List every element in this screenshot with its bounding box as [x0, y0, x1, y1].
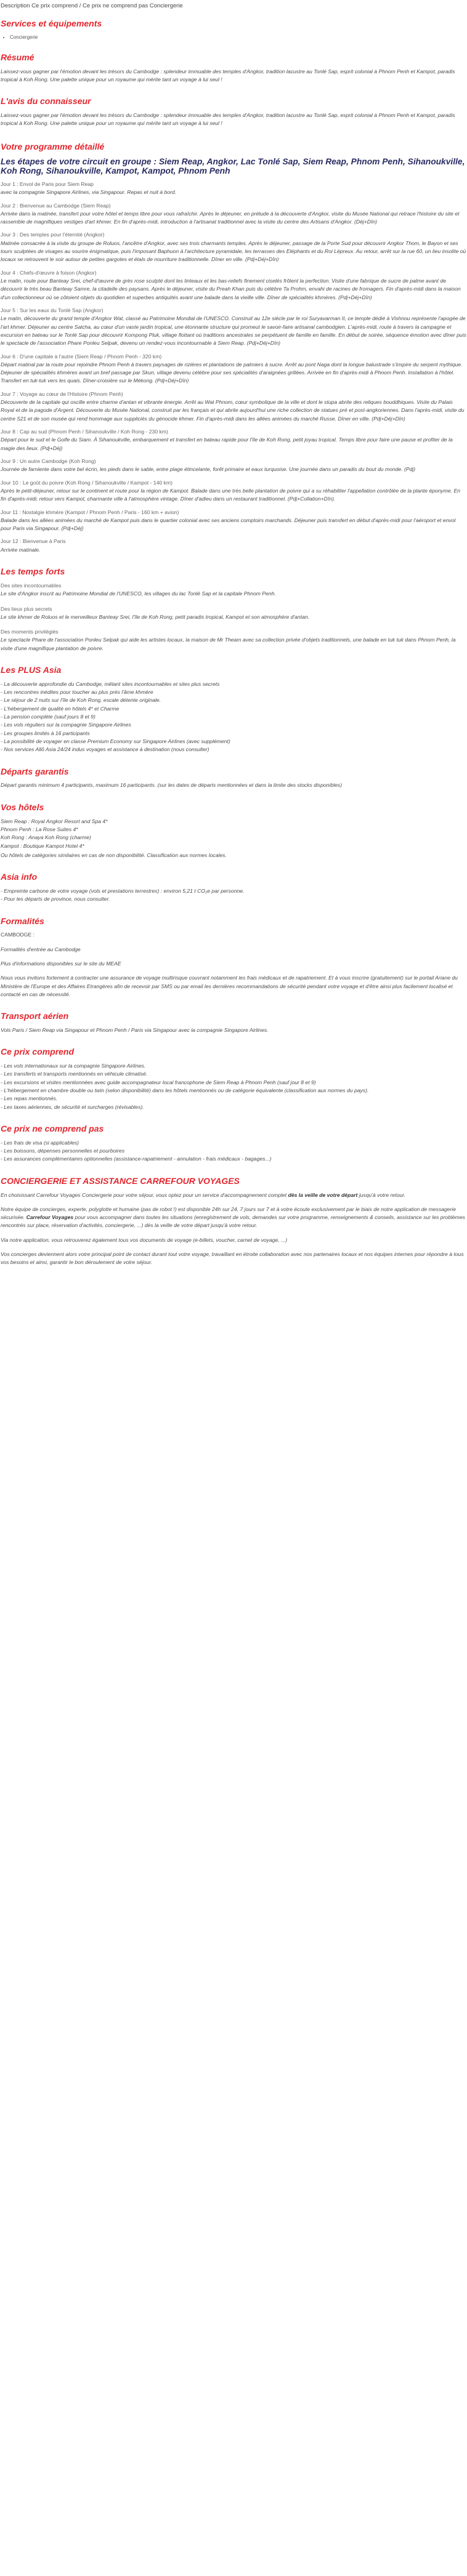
- temps-forts-block: [1, 605, 466, 622]
- plus-asia-item: - Les vols réguliers sur la compagnie Singapore Airlines: [1, 722, 131, 728]
- day-text: Découverte de la capitale qui oscille entre charme d'antan et vibrante énergie. Arrêt au Wat Phnom, cœur symbolique de la ville et dont le stupa abrite des reliques bouddhiques. Visite du Palais Royal et de la pagode d'Argent. Découverte du Musée National, construit par les français et qui abrite aujourd'hui une riche collection de statues pré et post-angkoriennes. Dans l'après-midi, visite du centre S21 et de son musée qui rend hommage aux suppliciés du génocide khmer. Fin d'après-midi dans les allées animées du marché Russe. Dîner en ville. (Pdj+Déj+Dîn): [1, 399, 465, 422]
- day-title: Jour 6 : D'une capitale à l'autre (Siem Reap / Phnom Penh - 320 km): [1, 353, 162, 360]
- formalites-label: CAMBODGE :: [1, 932, 35, 938]
- comprend-title: Ce prix comprend: [1, 1047, 75, 1057]
- plus-asia-item: - Nos services Allô Asia 24/24 indus voyages et assistance à destination (nous consulter): [1, 746, 209, 753]
- day-item: [1, 180, 466, 197]
- day-text: Arrivée matinale.: [1, 546, 41, 553]
- services-item: • Conciergerie: [10, 34, 466, 41]
- temps-forts-heading: Des lieux plus secrets: [1, 605, 52, 612]
- conciergerie-p1b: dès la veille de votre départ: [288, 1191, 358, 1198]
- plus-asia-list: [1, 680, 466, 754]
- plus-asia-item: - La découverte approfondie du Cambodge, mêlant sites incontournables et sites plus secrets: [1, 680, 220, 687]
- conciergerie-p2: [1, 1205, 466, 1230]
- plus-asia-item: - Les groupes limités à 16 participants: [1, 730, 90, 736]
- conciergerie-p1: [1, 1191, 466, 1199]
- day-item: [1, 457, 466, 474]
- asia-info-item: - Empreinte carbone de votre voyage (vols et prestations terrestres) : environ 5,21 t CO₂e par personne.: [1, 887, 245, 894]
- comprend-item: - Les excursions et visites mentionnées avec guide accompagnateur local francophone de Siem Reap à Phnom Penh (sauf jour 8 et 9): [1, 1079, 316, 1085]
- comprend-item: - Les transferts et transports mentionnés en véhicule climatisé.: [1, 1071, 148, 1077]
- conciergerie-p1c: jusqu'à votre retour.: [357, 1191, 406, 1198]
- temps-forts-heading: Des sites incontournables: [1, 582, 62, 589]
- tab-header: Description Ce prix comprend / Ce prix ne comprend pas Conciergerie: [1, 2, 183, 9]
- day-title: Jour 5 : Sur les eaux du Tonlé Sap (Angkor): [1, 307, 104, 313]
- plus-asia-item: - La possibilité de voyager en classe Premium Economy sur Singapore Airlines (avec supplément): [1, 738, 230, 745]
- day-item: [1, 202, 466, 227]
- transport-text: Vols Paris / Siem Reap via Singapour et Phnom Penh / Paris via Singapour avec la compagnie Singapore Airlines.: [1, 1027, 269, 1034]
- day-text: Arrivée dans la matinée, transfert pour votre hôtel et temps libre pour vous rafraîchir. Après le déjeuner, en prélude à la découverte d'Angkor, visite du Musée National qui retrace l'histoire du site et rassemble de magnifiques vestiges d'art khmer. En fin d'après-midi, introduction à l'artisanat traditionnel avec la visite du centre des Artisans d'Angkor. (Déj+Dîn): [1, 210, 460, 225]
- day-title: Jour 7 : Voyage au cœur de l'Histoire (Phnom Penh): [1, 390, 123, 397]
- formalites-link-meae[interactable]: Plus d'informations disponibles sur le site du MEAE: [1, 960, 121, 967]
- formalites-title: Formalités: [1, 916, 44, 926]
- ne-comprend-list: [1, 1139, 466, 1164]
- avis-title: L'avis du connaisseur: [1, 96, 91, 107]
- day-item: [1, 353, 466, 385]
- day-text: Matinée consacrée à la visite du groupe de Roluos, l'ancêtre d'Angkor, avec ses trois charmants temples. Après le déjeuner, passage de la Porte Sud pour découvrir Angkor Thom, le Bayon et ses tours sculptées de visages au sourire énigmatique, puis l'imposant Baphuon à l'architecture pyramidale, les terrasses des Eléphants et du Roi Lépreux. Au retour, arrêt sur la rue 60, un lieu insolite où locaux se retrouvent le soir autour de petites gargotes et étals de nourriture traditionnelle. Dîner en ville. (Pdj+Déj+Dîn): [1, 239, 466, 263]
- hotels-note: Ou hôtels de catégories similaires en cas de non disponibilité. Classification aux normes locales.: [1, 851, 227, 858]
- plus-asia-item: - Les rencontres inédites pour toucher au plus près l'âme khmère: [1, 689, 153, 696]
- day-title: Jour 10 : Le goût du poivre (Koh Rong / Sihanoukville / Kampot - 140 km): [1, 479, 173, 486]
- day-title: Jour 12 : Bienvenue à Paris: [1, 538, 66, 545]
- conciergerie-p2a: Notre équipe de concierges, experte, polyglotte et humaine (pas de robot !) est disponible 24h sur 24, 7 jours sur 7 et à votre écoute exclusivement par le biais de notre application de messagerie sécurisée.: [1, 1205, 457, 1221]
- ne-comprend-title: Ce prix ne comprend pas: [1, 1124, 104, 1134]
- day-item: [1, 307, 466, 348]
- day-item: [1, 428, 466, 453]
- plus-asia-title: Les PLUS Asia: [1, 665, 62, 675]
- avis-text: Laissez-vous gagner par l'émotion devant les trésors du Cambodge : splendeur immuable des temples d'Angkor, tradition lacustre au Tonlé Sap, esprit colonial à Phnom Penh et Kampot, paradis tropical à Koh Rong. Une palette unique pour un royaume qui mérite tant un voyage à lui seul !: [1, 112, 455, 127]
- day-item: [1, 479, 466, 504]
- plus-asia-item: - L'hébergement de qualité en hôtels 4* et Charme: [1, 705, 120, 712]
- day-item: [1, 390, 466, 423]
- temps-forts-block: [1, 582, 466, 598]
- day-text: Journée de farniente dans votre bel écrin, les pieds dans le sable, entre plage étincelante, forêt primaire et eaux turquoise. Une journée dans un paradis du bout du monde. (Pdj): [1, 466, 416, 473]
- conciergerie-p4: Vos concierges deviennent alors votre principal point de contact durant tout votre voyage, travaillant en étroite collaboration avec nos partenaires locaux et nos équipes internes pour répondre à tous vos besoins et ainsi, garantir le bon déroulement de votre séjour.: [1, 1251, 464, 1266]
- hotel-item: Siem Reap : Royal Angkor Resort and Spa 4*: [1, 818, 108, 824]
- hotel-item: Koh Rong : Anaya Koh Rong (charme): [1, 834, 91, 841]
- temps-forts-text: Le site d'Angkor inscrit au Patrimoine Mondial de l'UNESCO, les villages du lac Tonlé Sap et la capitale Phnom Penh.: [1, 590, 276, 597]
- day-title: Jour 4 : Chefs-d'œuvre à foison (Angkor): [1, 269, 97, 276]
- conciergerie-p1a: En choisissant Carrefour Voyages Conciergerie pour votre séjour, vous optez pour un service d'accompagnement complet: [1, 1191, 288, 1198]
- asia-info-list: [1, 887, 466, 904]
- conciergerie-p2b: Carrefour Voyages: [26, 1214, 74, 1221]
- day-title: Jour 11 : Nostalgie khmère (Kampot / Phnom Penh / Paris - 160 km + avion): [1, 509, 179, 515]
- conciergerie-p2c: pour vous accompagner dans toutes les situations (enregistrement de vols, demandes sur votre programme, renseignements & conseils, assistance sur les problèmes rencontrés sur place, réservation d'activités, conciergerie, ...) dès la veille de votre départ jusqu'à votre retour.: [1, 1214, 465, 1229]
- temps-forts-text: Le spectacle Phare de l'association Ponleu Selpak qui aide les artistes locaux, la maison de Mr Theam avec sa collection privée d'objets traditionnels, une balade en tuk tuk dans Phnom Penh, la visite d'une magnifique plantation de poivre.: [1, 637, 456, 651]
- hotel-item: Kampot : Boutique Kampot Hotel 4*: [1, 842, 84, 849]
- resume-text: Laissez-vous gagner par l'émotion devant les trésors du Cambodge : splendeur immuable des temples d'Angkor, tradition lacustre au Tonlé Sap, esprit colonial à Phnom Penh et Kampot, paradis tropical à Koh Rong. Une palette unique pour un royaume qui mérite tant un voyage à lui seul !: [1, 68, 455, 83]
- conciergerie-title: CONCIERGERIE ET ASSISTANCE CARREFOUR VOYAGES: [1, 1175, 240, 1186]
- asia-info-title: Asia info: [1, 872, 38, 882]
- departs-title: Départs garantis: [1, 766, 69, 776]
- day-title: Jour 8 : Cap au sud (Phnom Penh / Sihanoukville / Koh Rong - 230 km): [1, 429, 168, 435]
- ne-comprend-item: - Les assurances complémentaires optionnelles (assistance-rapatriement - annulation - frais médicaux - bagages...): [1, 1156, 272, 1162]
- day-text: Le matin, découverte du grand temple d'Angkor Wat, classé au Patrimoine Mondial de l'UNESCO. Construit au 12e siècle par le roi Suryavarman II, ce temple dédié à Vishnou représente l'apogée de l'art khmer. Déjeuner au centre Salcha, au cœur d'un vaste jardin tropical, une étonnante structure qui promeut le savoir-faire artisanal cambodgien. L'après-midi, route à travers la campagne et excursion en bateau sur le Tonlé Sap pour découvrir Kompong Pluk, village flottant où traditions ancestrales se perpétuent de famille en famille. En début de soirée, séquence émotion avec dîner puis le spectacle de l'association Phare Ponleu Selpak, devenu un rendez-vous incontournable à Siem Reap. (Pdj+Déj+Dîn): [1, 315, 466, 347]
- day-text: Départ pour le sud et le Golfe du Siam. À Sihanoukville, embarquement et transfert en bateau rapide pour l'île de Koh Rong, petit joyau tropical. Temps libre pour faire une pause et profiter de la magie des lieux. (Pdj+Déj): [1, 437, 453, 451]
- plus-asia-item: - Le séjour de 2 nuits sur l'île de Koh Rong, escale détente originale.: [1, 697, 161, 704]
- services-list: [10, 34, 466, 41]
- programme-days: [1, 180, 466, 554]
- day-item: [1, 269, 466, 302]
- day-text: Balade dans les allées animées du marché de Kampot puis dans le quartier colonial avec ses anciens comptoirs marchands. Déjeuner puis transfert en début d'après-midi pour l'aéroport et envol pour Paris via Singapour. (Pdj+Déj): [1, 517, 456, 532]
- plus-asia-item: - La pension complète (sauf jours 8 et 9): [1, 714, 95, 720]
- day-text: Départ matinal par la route pour rejoindre Phnom Penh à travers paysages de rizières et plantations de palmiers à sucre. Arrêt au pont Naga dont la longue balustrade s'inspire du serpent mythique. Déjeuner de spécialités khmères avant un bref passage par Skun, village devenu célèbre pour ses spécialités d'araignées grillées. Arrivée en fin d'après-midi à Phnom Penh. Installation à l'hôtel. Transfert en tuk-tuk vers les quais. Dîner-croisière sur le Mékong. (Pdj+Déj+Dîn): [1, 361, 463, 384]
- hotels-title: Vos hôtels: [1, 802, 44, 812]
- hotels-list: [1, 818, 466, 850]
- temps-forts-text: Le site khmer de Roluos et le merveilleux Banteay Srei, l'île de Koh Rong, petit paradis tropical, Kampot et son atmosphère d'antan.: [1, 613, 310, 620]
- temps-forts-heading: Des moments privilégiés: [1, 629, 59, 635]
- transport-title: Transport aérien: [1, 1011, 69, 1021]
- services-title: Services et équipements: [1, 18, 102, 28]
- day-text: Après le petit-déjeuner, retour sur le continent et route pour la région de Kampot. Balade dans une très belle plantation de poivre qui a su réhabiliter l'appellation contrôlée de la plante éponyme. En fin d'après-midi, retour vers Kampot, charmante ville à l'atmosphère vintage. Dîner d'adieu dans un restaurant traditionnel. (Pdj+Collation+Dîn).: [1, 487, 460, 502]
- day-title: Jour 2 : Bienvenue au Cambodge (Siem Reap): [1, 202, 111, 209]
- hotel-item: Phnom Penh : La Rose Suites 4*: [1, 826, 78, 832]
- programme-subtitle: Les étapes de votre circuit en groupe : Siem Reap, Angkor, Lac Tonlé Sap, Siem Reap, Phnom Penh, Sihanoukville, Koh Rong, Sihanoukville, Kampot, Kampot, Phnom Penh: [1, 156, 465, 175]
- day-title: Jour 3 : Des temples pour l'éternité (Angkor): [1, 231, 105, 238]
- comprend-item: - Les vols internationaux sur la compagnie Singapore Airlines.: [1, 1063, 146, 1069]
- formalites-link-entry[interactable]: Formalités d'entrée au Cambodge: [1, 946, 81, 952]
- asia-info-item: - Pour les départs de province, nous consulter.: [1, 896, 110, 903]
- ne-comprend-item: - Les frais de visa (si applicables): [1, 1139, 79, 1146]
- comprend-list: [1, 1062, 466, 1111]
- ne-comprend-item: - Les boissons, dépenses personnelles et pourboires: [1, 1148, 125, 1154]
- day-item: [1, 537, 466, 554]
- resume-title: Résumé: [1, 52, 35, 62]
- programme-title: Votre programme détaillé: [1, 141, 105, 151]
- departs-text: Départ garantis minimum 4 participants, maximum 16 participants. (sur les dates de départs mentionnées et dans la limite des stocks disponibles): [1, 782, 343, 789]
- day-title: Jour 1 : Envol de Paris pour Siem Reap: [1, 180, 94, 187]
- day-text: Le matin, route pour Banteay Srei, chef-d'œuvre de grès rose sculpté dont les linteaux et les bas-reliefs finement ciselés frôlent la perfection. Visite d'une fabrique de sucre de palme avant de découvrir le très beau Banteay Samre, la citadelle des paysans. Après le déjeuner, visite du Preah Khan puis du célèbre Ta Prohm, envahi de racines de fromagers. Fin d'après-midi dans la maison d'un collectionneur où se côtoient objets du quotidien et superbes antiquités avant une balade dans la vieille ville. Dîner de spécialités khmères. (Pdj+Déj+Dîn): [1, 278, 461, 300]
- conciergerie-p3: Via notre application, vous retrouverez également tous vos documents de voyage (e-billets, voucher, carnet de voyage, ...): [1, 1236, 288, 1243]
- day-text: avec la compagnie Singapore Airlines, via Singapour. Repas et nuit à bord.: [1, 189, 177, 196]
- day-title: Jour 9 : Un autre Cambodge (Koh Rong): [1, 457, 96, 464]
- comprend-item: - Les taxes aériennes, de sécurité et surcharges (révisables).: [1, 1103, 144, 1110]
- temps-forts-block: [1, 628, 466, 653]
- comprend-item: - Les repas mentionnés.: [1, 1095, 58, 1102]
- day-item: [1, 231, 466, 264]
- formalites-text: Nous vous invitons fortement à contracter une assurance de voyage multirisque couvrant notamment les frais médicaux et de rapatriement. Et à vous inscrire (gratuitement) sur le portail Ariane du Ministère de l'Europe et des Affaires Etrangères afin de recevoir par SMS ou par email les dernières recommandations de sécurité pendant votre voyage et d'être ainsi plus facilement localisé et contacté en cas de nécessité.: [1, 975, 458, 997]
- day-item: [1, 509, 466, 533]
- comprend-item: - L'hébergement en chambre double ou twin (selon disponibilité) dans les hôtels mentionnés ou de catégorie équivalente (classification aux normes du pays).: [1, 1087, 369, 1094]
- temps-forts-title: Les temps forts: [1, 566, 65, 577]
